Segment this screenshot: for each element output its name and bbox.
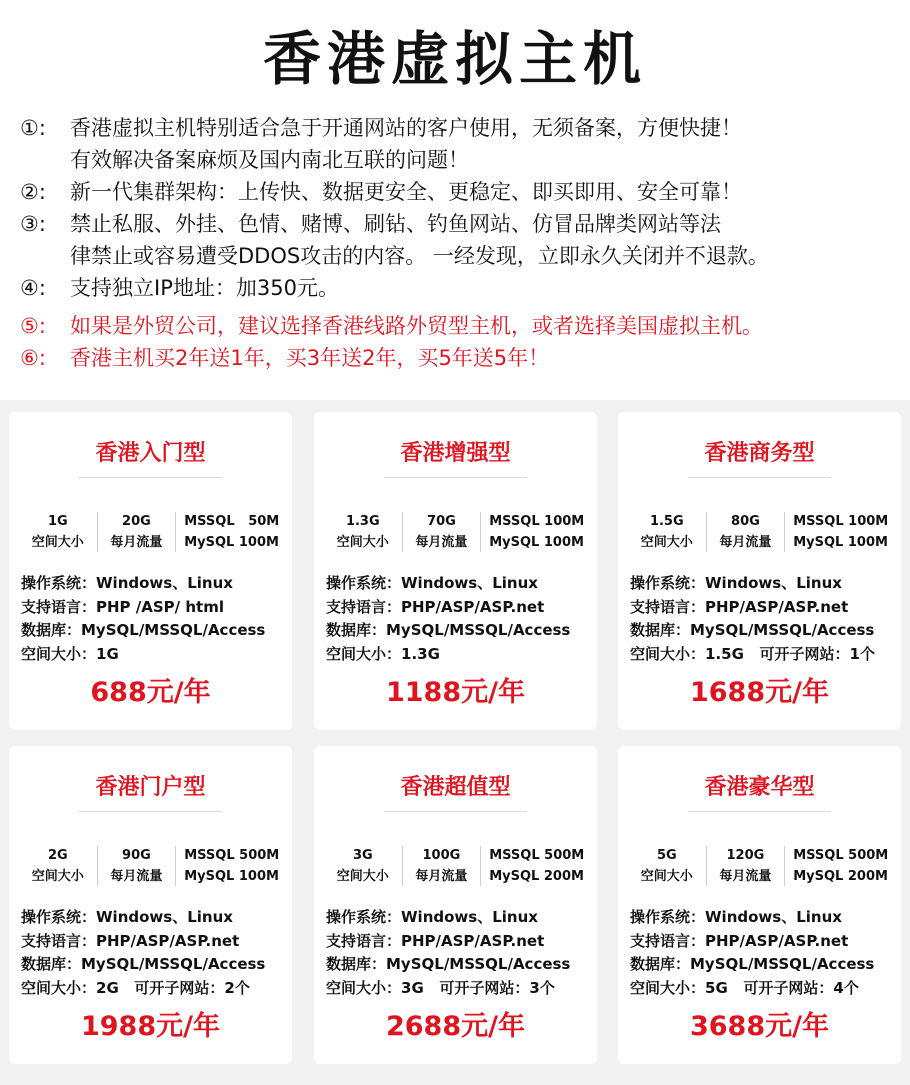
- note-number: ③:: [20, 212, 46, 236]
- db-spec: [176, 845, 289, 887]
- note-line: [20, 208, 905, 240]
- note-number: ⑤:: [20, 314, 46, 338]
- db-spec: [785, 511, 898, 553]
- note-line: [20, 240, 905, 272]
- plan-info: [326, 572, 596, 666]
- plan-name: 香港豪华型: [704, 775, 815, 800]
- note-number: ④:: [20, 276, 46, 300]
- space-spec: [628, 845, 706, 887]
- database-line: 数据库：MySQL/MSSQL/Access: [21, 955, 266, 973]
- mssql-value: MSSQL 100M: [793, 514, 889, 529]
- note-text: 香港主机买2年送1年，买3年送2年，买5年送5年！: [70, 346, 550, 370]
- db-spec: [176, 511, 289, 553]
- space-label: 空间大小: [640, 535, 693, 550]
- plan-name: 香港门户型: [95, 775, 206, 800]
- note-text: 新一代集群架构：上传快、数据更安全、更稳定、即买即用、安全可靠！: [70, 180, 742, 204]
- database-line: 数据库：MySQL/MSSQL/Access: [630, 955, 875, 973]
- note-text: 有效解决备案麻烦及国内南北互联的问题！: [70, 148, 469, 172]
- page-title: 香港虚拟主机: [262, 25, 647, 93]
- note-text: 支持独立IP地址：加350元。: [70, 276, 339, 300]
- mysql-value: MySQL 200M: [489, 869, 584, 884]
- size-line: 空间大小：1.3G: [326, 644, 440, 663]
- traffic-label: 每月流量: [415, 869, 468, 884]
- plan-info: [21, 906, 291, 1000]
- note-number: ②:: [20, 180, 46, 204]
- plan-price: 1988元/年: [80, 1011, 220, 1042]
- plan-price: 1688元/年: [689, 677, 829, 708]
- note-text: 律禁止或容易遭受DDOS攻击的内容。 一经发现，立即永久关闭并不退款。: [70, 244, 769, 268]
- title-divider: [688, 811, 831, 812]
- note-line: [20, 310, 905, 342]
- space-spec: [324, 511, 402, 553]
- space-value: 1.5G: [649, 514, 684, 529]
- plan-info: [21, 572, 291, 666]
- space-spec: [324, 845, 402, 887]
- title-divider: [79, 477, 222, 478]
- database-line: 数据库：MySQL/MSSQL/Access: [326, 621, 571, 639]
- traffic-label: 每月流量: [719, 869, 772, 884]
- traffic-spec: [98, 845, 176, 887]
- os-line: 操作系统：Windows、Linux: [326, 908, 538, 926]
- title-divider: [384, 811, 527, 812]
- os-line: 操作系统：Windows、Linux: [21, 908, 233, 926]
- size-line: 空间大小：5G 可开子网站：4个: [630, 978, 859, 997]
- space-value: 5G: [656, 848, 677, 863]
- traffic-label: 每月流量: [719, 535, 772, 550]
- plan-card[interactable]: [618, 412, 901, 730]
- database-line: 数据库：MySQL/MSSQL/Access: [21, 621, 266, 639]
- os-line: 操作系统：Windows、Linux: [326, 574, 538, 592]
- plan-name: 香港商务型: [704, 441, 815, 466]
- traffic-value: 90G: [122, 848, 151, 863]
- mssql-value: MSSQL 500M: [184, 848, 280, 863]
- plan-info: [630, 906, 900, 1000]
- plan-name: 香港入门型: [95, 441, 206, 466]
- mysql-value: MySQL 100M: [184, 535, 279, 550]
- mysql-value: MySQL 100M: [793, 535, 888, 550]
- size-line: 空间大小：1G: [21, 644, 119, 663]
- plan-specs: [628, 510, 898, 554]
- traffic-spec: [403, 511, 481, 553]
- plan-price: 688元/年: [90, 677, 211, 708]
- space-value: 1G: [47, 514, 68, 529]
- plan-specs: [19, 510, 289, 554]
- space-spec: [19, 845, 97, 887]
- space-label: 空间大小: [640, 869, 693, 884]
- note-line: [20, 176, 905, 208]
- note-line: [20, 342, 905, 374]
- traffic-spec: [98, 511, 176, 553]
- plan-specs: [628, 844, 898, 888]
- language-line: 支持语言：PHP/ASP/ASP.net: [326, 597, 545, 616]
- space-label: 空间大小: [336, 535, 389, 550]
- traffic-label: 每月流量: [110, 869, 163, 884]
- note-text: 香港虚拟主机特别适合急于开通网站的客户使用，无须备案，方便快捷！: [70, 116, 742, 140]
- db-spec: [481, 511, 594, 553]
- title-divider: [384, 477, 527, 478]
- space-spec: [19, 511, 97, 553]
- plan-info: [326, 906, 596, 1000]
- mysql-value: MySQL 100M: [184, 869, 279, 884]
- plan-specs: [324, 844, 594, 888]
- note-number: ⑥:: [20, 346, 46, 370]
- database-line: 数据库：MySQL/MSSQL/Access: [326, 955, 571, 973]
- space-spec: [628, 511, 706, 553]
- language-line: 支持语言：PHP/ASP/ASP.net: [21, 931, 240, 950]
- plan-info: [630, 572, 900, 666]
- traffic-spec: [707, 845, 785, 887]
- plan-specs: [19, 844, 289, 888]
- note-line: [20, 272, 905, 304]
- notes-list: [20, 112, 905, 374]
- title-divider: [688, 477, 831, 478]
- db-spec: [785, 845, 898, 887]
- traffic-label: 每月流量: [110, 535, 163, 550]
- plan-card[interactable]: [618, 746, 901, 1064]
- mssql-value: MSSQL 500M: [489, 848, 585, 863]
- language-line: 支持语言：PHP/ASP/ASP.net: [630, 931, 849, 950]
- mssql-value: MSSQL 500M: [793, 848, 889, 863]
- traffic-value: 70G: [427, 514, 456, 529]
- size-line: 空间大小：1.5G 可开子网站：1个: [630, 644, 875, 663]
- note-number: [20, 240, 70, 272]
- note-text: 如果是外贸公司，建议选择香港线路外贸型主机，或者选择美国虚拟主机。: [70, 314, 763, 338]
- note-text: 禁止私服、外挂、色情、赌博、刷钻、钓鱼网站、仿冒品牌类网站等法: [70, 212, 721, 236]
- note-number: ①:: [20, 116, 46, 140]
- note-number: [20, 144, 70, 176]
- plan-price: 3688元/年: [689, 1011, 829, 1042]
- mysql-value: MySQL 100M: [489, 535, 584, 550]
- note-line: [20, 144, 905, 176]
- space-value: 2G: [47, 848, 68, 863]
- mssql-value: MSSQL 100M: [489, 514, 585, 529]
- plan-price: 1188元/年: [385, 677, 525, 708]
- space-value: 3G: [352, 848, 373, 863]
- title-divider: [79, 811, 222, 812]
- traffic-value: 20G: [122, 514, 151, 529]
- plan-name: 香港超值型: [400, 775, 511, 800]
- mssql-value: MSSQL 50M: [184, 514, 280, 529]
- space-label: 空间大小: [31, 869, 84, 884]
- space-label: 空间大小: [31, 535, 84, 550]
- os-line: 操作系统：Windows、Linux: [630, 908, 842, 926]
- traffic-spec: [403, 845, 481, 887]
- traffic-spec: [707, 511, 785, 553]
- space-value: 1.3G: [345, 514, 380, 529]
- plan-card[interactable]: [9, 412, 292, 730]
- db-spec: [481, 845, 594, 887]
- traffic-label: 每月流量: [415, 535, 468, 550]
- space-label: 空间大小: [336, 869, 389, 884]
- plan-card[interactable]: [314, 412, 597, 730]
- os-line: 操作系统：Windows、Linux: [21, 574, 233, 592]
- plan-card[interactable]: [314, 746, 597, 1064]
- plan-name: 香港增强型: [400, 441, 511, 466]
- language-line: 支持语言：PHP/ASP/ASP.net: [326, 931, 545, 950]
- traffic-value: 120G: [726, 848, 765, 863]
- traffic-value: 80G: [731, 514, 760, 529]
- mysql-value: MySQL 200M: [793, 869, 888, 884]
- size-line: 空间大小：3G 可开子网站：3个: [326, 978, 555, 997]
- note-line: [20, 112, 905, 144]
- os-line: 操作系统：Windows、Linux: [630, 574, 842, 592]
- plan-price: 2688元/年: [385, 1011, 525, 1042]
- language-line: 支持语言：PHP/ASP/ASP.net: [630, 597, 849, 616]
- traffic-value: 100G: [422, 848, 461, 863]
- plan-card[interactable]: [9, 746, 292, 1064]
- size-line: 空间大小：2G 可开子网站：2个: [21, 978, 250, 997]
- plan-specs: [324, 510, 594, 554]
- language-line: 支持语言：PHP /ASP/ html: [21, 597, 224, 616]
- database-line: 数据库：MySQL/MSSQL/Access: [630, 621, 875, 639]
